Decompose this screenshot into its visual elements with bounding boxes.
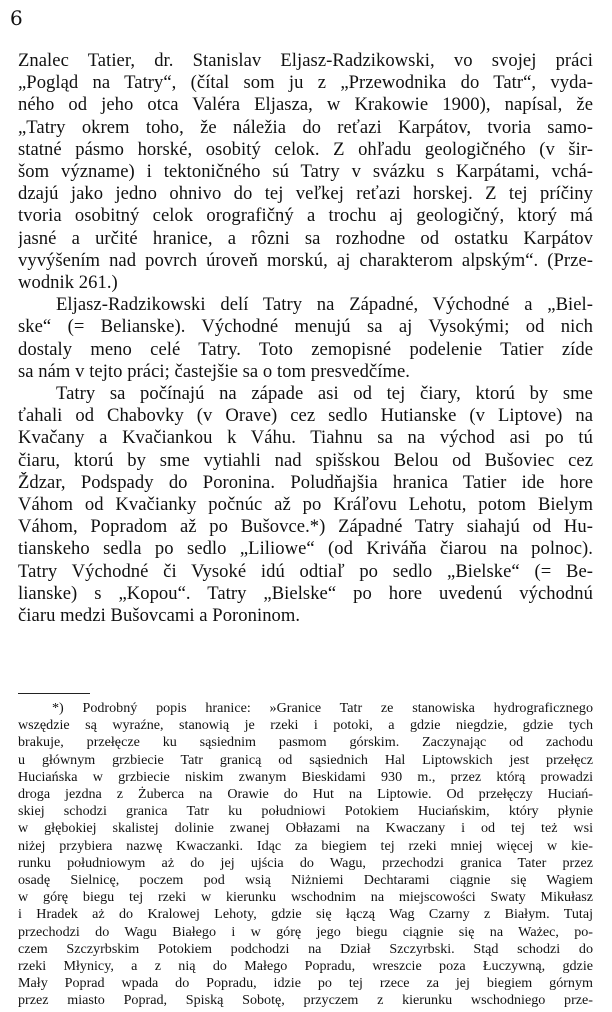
footnote-line: Huciańska w grzbiecie niskim zwanym Bieskidami 930 m., przez którą prowadzi — [18, 768, 593, 785]
footnote-line: u głównym grzbiecie Tatr granicą od sąsiednich Hal Liptowskich jest przełęcz — [18, 751, 593, 768]
text-line: Váhom od Kvačianky počnúc až po Kráľovu Lehotu, potom Bielym — [18, 494, 593, 516]
text-line: tvoria osobitný celok orografičný a trochu aj geologičný, ktorý má — [18, 205, 593, 227]
text-line: ťahali od Chabovky (v Orave) cez sedlo Hutianske (v Liptove) na — [18, 405, 593, 427]
footnote-line: w głębokiej skalistej dolinie zwanej Obłazami na Kwaczany i od tej też wsi — [18, 820, 593, 837]
text-line: Eljasz-Radzikowski delí Tatry na Západné, Východné a „Biel- — [56, 294, 593, 316]
footnote-line: droga jezdna z Żuberca na Orawie do Hut na Liptowie. Od przełęczy Huciań- — [18, 786, 593, 803]
text-line: ného od jeho otca Valéra Eljasza, w Krakowie 1900), napísal, že — [18, 94, 593, 116]
footnote-line: w górę biegu tej rzeki w kierunku wschodnim na miejscowości Swaty Mikułasz — [18, 889, 593, 906]
text-line: čiaru, ktorú by sme vytiahli nad spišskou Belou od Bušoviec cez — [18, 449, 593, 471]
footnote-line: i Hradek aż do Kralowej Lehoty, gdzie się łączą Wag Czarny z Białym. Tutaj — [18, 906, 593, 923]
footnote-line: czem Szczyrbskim Potokiem podchodzi na Dział Szczyrbski. Stąd schodzi do — [18, 940, 593, 957]
footnote-line: niżej przybiera nazwę Kwaczanki. Idąc za biegiem tej rzeki mniej więcej w kie- — [18, 837, 593, 854]
page-number: 6 — [10, 6, 23, 30]
text-line: „Pogląd na Tatry“, (čítal som ju z „Przewodnika do Tatr“, vyda- — [18, 72, 593, 94]
text-line: Znalec Tatier, dr. Stanislav Eljasz-Radzikowski, vo svojej práci — [18, 50, 593, 71]
text-line: Ždzar, Podspady do Poronina. Poludňajšia hranica Tatier ide hore — [18, 471, 593, 493]
text-line: statné pásmo horské, osobitý celok. Z ohľadu geologičného (v šir- — [18, 138, 593, 160]
footnote-line: runku południowym aż do jej ujścia do Wagu, przechodzi granica Tater przez — [18, 854, 593, 871]
text-line: dzajú jako jedno ohnivo do tej veľkej reťazi horskej. Z tej príčiny — [18, 183, 593, 205]
text-line: Tatry Východné či Vysoké idú odtiaľ po sedlo „Bielske“ (= Be- — [18, 560, 593, 582]
footnote-line: przechodzi do Wagu Białego i w górę jego biegu ciągnie się na Ważec, po- — [18, 923, 593, 940]
text-line: wodnik 261.) — [18, 272, 118, 294]
footnote-line: przez miasto Poprad, Spiską Sobotę, przyczem z kierunku wschodniego prze- — [18, 992, 593, 1009]
footnote-line: brakuje, przełęcze ku sąsiednim pasmom górskim. Zaczynając od zachodu — [18, 734, 593, 751]
text-line: lianske) s „Kopou“. Tatry „Bielske“ po hore uvedenú východnú — [18, 582, 593, 604]
text-line: Váhom, Popradom až po Bušovce.*) Západné Tatry siahajú od Hu- — [18, 516, 593, 538]
text-line: Tatry sa počínajú na západe asi od tej čiary, ktorú by sme — [56, 383, 593, 405]
text-line: šom význame) i tektoničného sú Tatry v svázku s Karpátami, vchá- — [18, 161, 593, 183]
footnote-line: osadę Sielnicę, poczem pod wsią Niżniemi Dechtarami ciągnie się Wagiem — [18, 872, 593, 889]
footnote-line: Mały Poprad wpada do Popradu, idzie po tej rzece za jej biegiem górnym — [18, 975, 593, 992]
text-line: „Tatry okrem toho, že náležia do reťazi Karpátov, tvoria samo- — [18, 116, 593, 138]
footnote-line: rzeki Młynicy, a z nią do Małego Popradu, wreszcie poza Łuczywną, gdzie — [18, 958, 593, 975]
text-line: čiaru medzi Bušovcami a Poroninom. — [18, 605, 301, 627]
text-line: tianskeho sedla po sedlo „Liliowe“ (od Kriváňa čiarou na polnoc). — [18, 538, 593, 560]
text-line: jasné a určité hranice, a rôzni sa rozhodne od ostatku Karpátov — [18, 227, 593, 249]
text-line: Kvačany a Kvačiankou k Váhu. Tiahnu sa na východ asi po tú — [18, 427, 593, 449]
text-line: dostaly meno celé Tatry. Toto zemopisné podelenie Tatier zíde — [18, 338, 593, 360]
text-line: vyvýšením nad povrch úroveň morskú, aj charakterom alpským“. (Prze- — [18, 249, 593, 271]
footnote-line: wszędzie są wyraźne, stanowią je rzeki i potoki, a gdzie niegdzie, gdzie tych — [18, 717, 593, 734]
footnote-line: skiej schodzi granica Tatr ku południowi Potokiem Huciańskim, który płynie — [18, 803, 593, 820]
footnote-divider — [18, 693, 90, 694]
main-text — [18, 50, 593, 627]
text-line: sa nám v tejto práci; častejšie sa o tom presvedčíme. — [18, 360, 410, 382]
footnote — [18, 700, 593, 1010]
footnote-line: *) Podrobný popis hranice: »Granice Tatr ze stanowiska hydrograficznego — [52, 700, 593, 716]
text-line: ske“ (= Belianske). Východné menujú sa aj Vysokými; od nich — [18, 316, 593, 338]
